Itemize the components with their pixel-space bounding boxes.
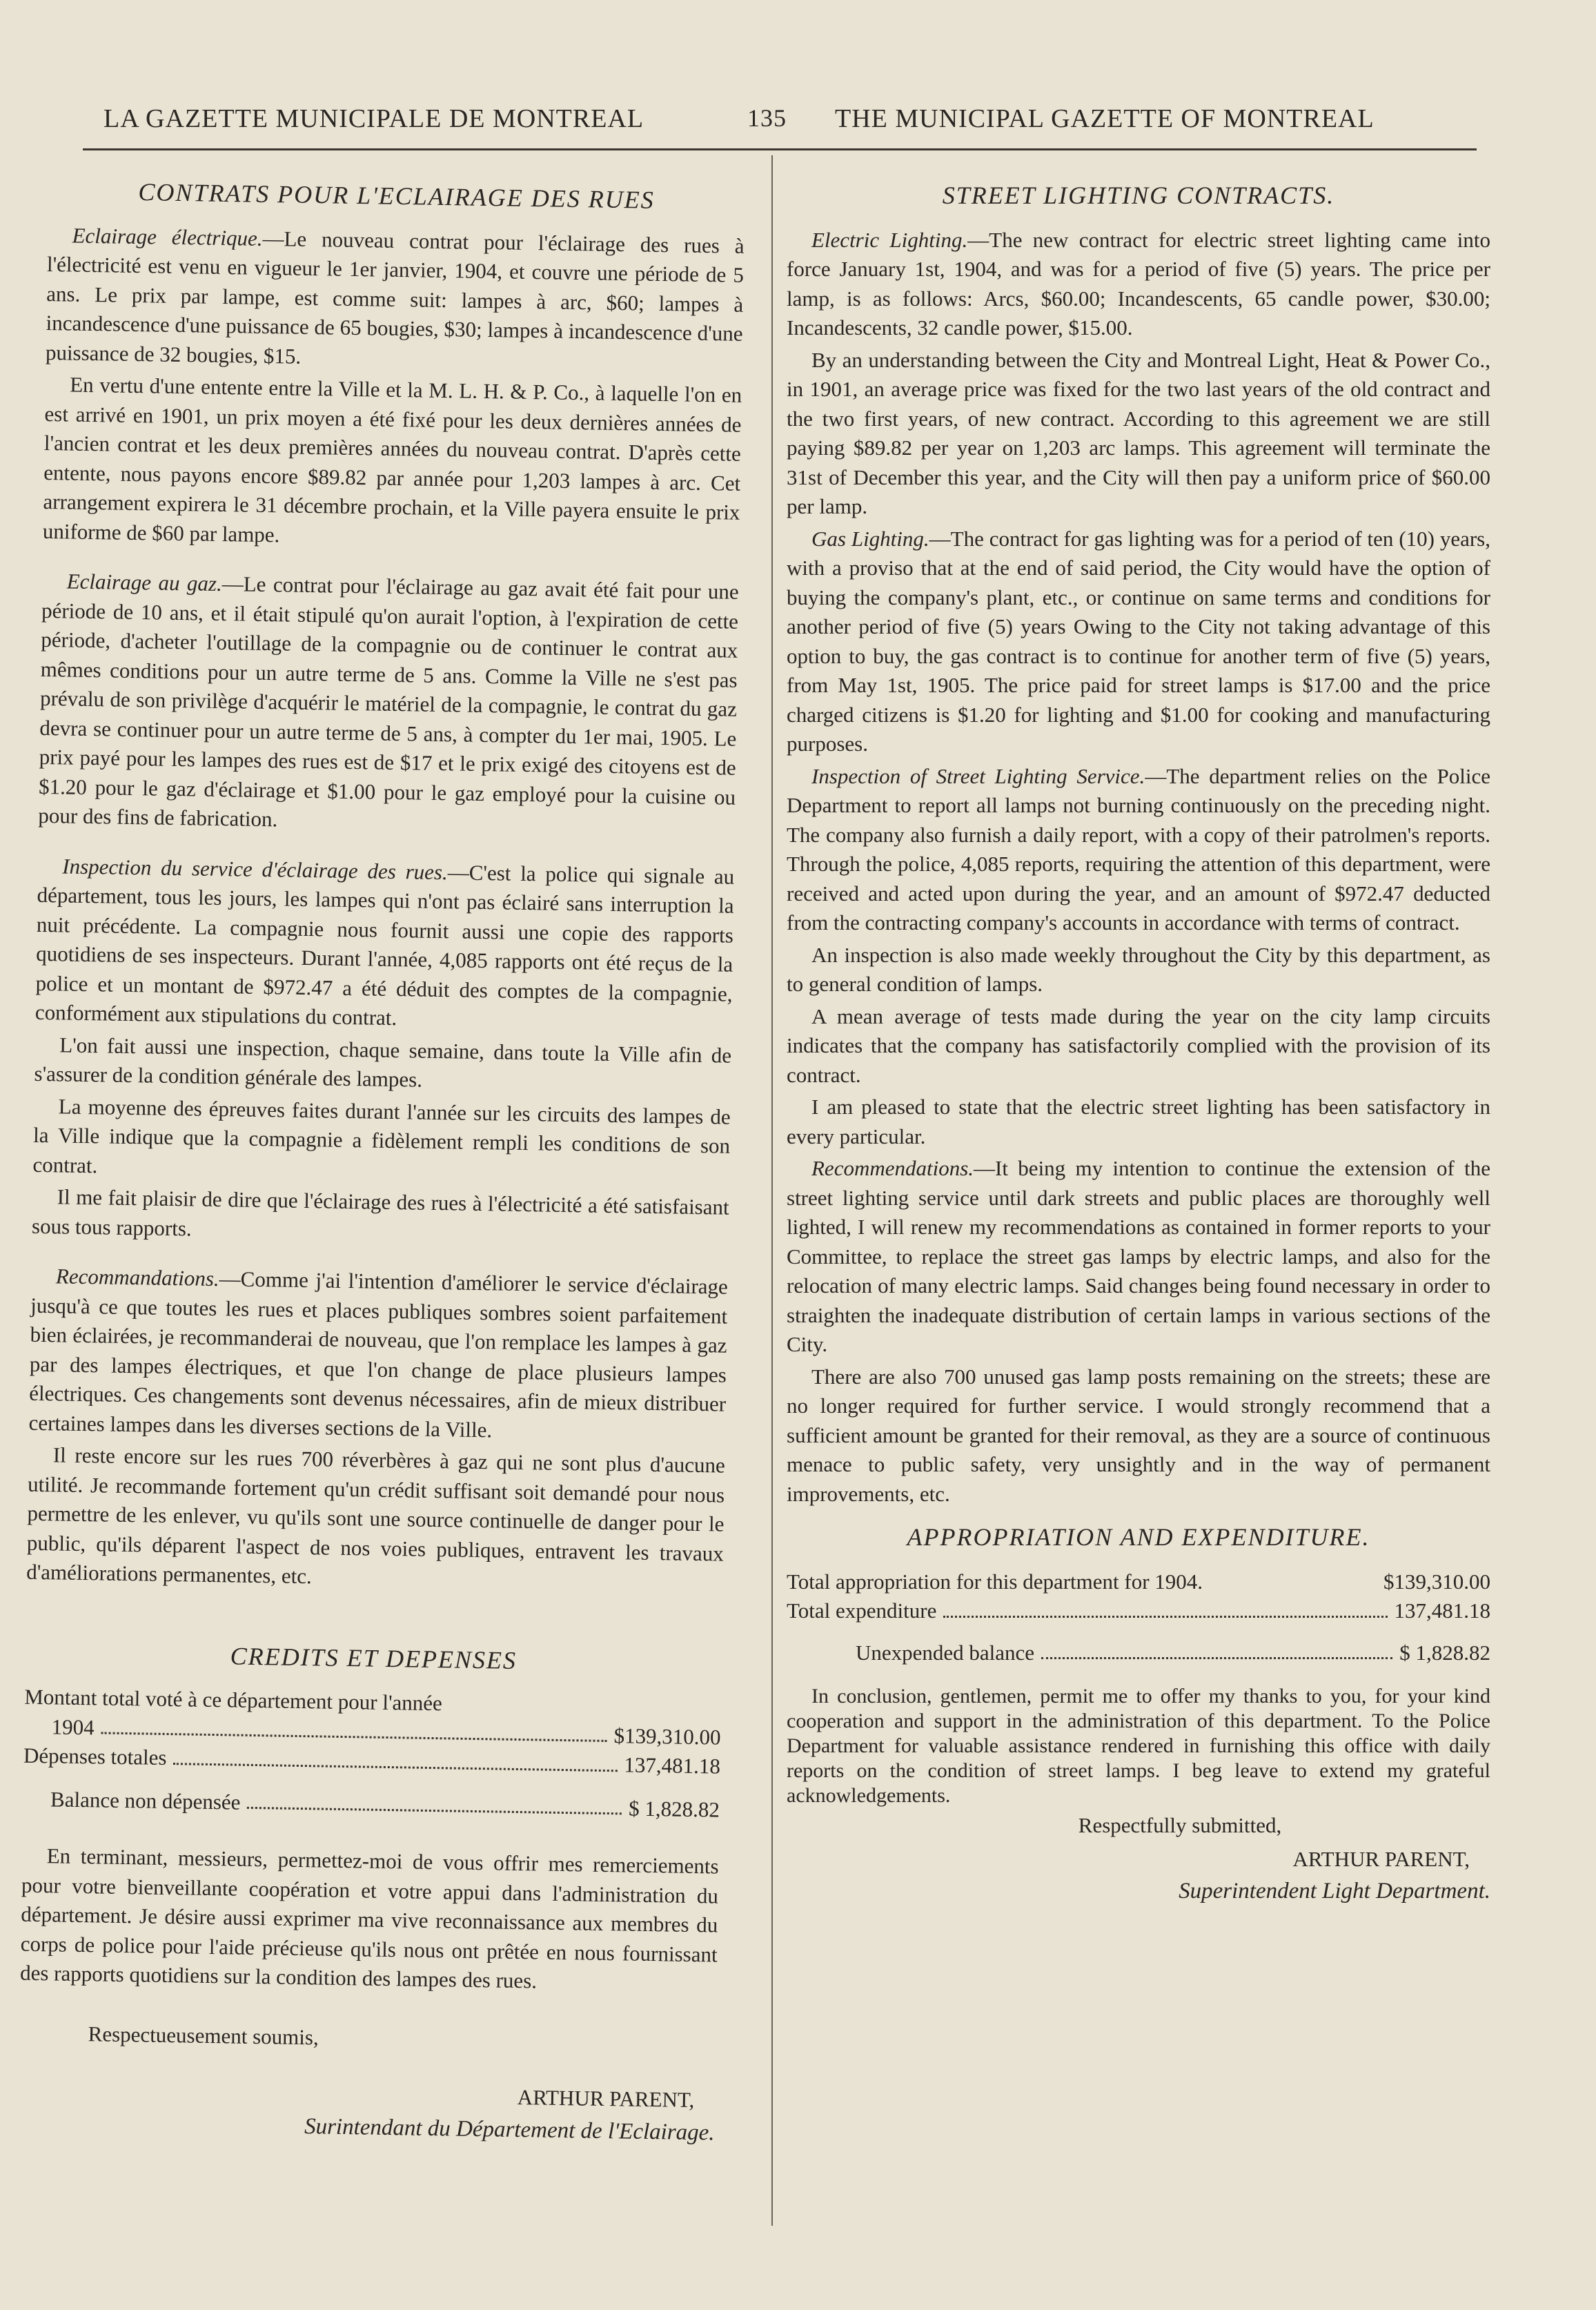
english-budget-label-2: Total expenditure [787, 1598, 937, 1623]
english-gas-body: —The contract for gas lighting was for a period of ten (10) years, with a proviso that at the end of said period, the City would have the option of buying the company's plant, etc., or continue on same terms and conditions for another period of five (5) years Owing to the City not taking advantage of this option to buy, the gas contract is to continue for another term of five (5) years, from May 1st, 1905. The price paid for street lamps is $17.00 and the price charged citizens is $1.20 for lighting and $1.00 for cooking and manufacturing purposes. [787, 526, 1490, 756]
header-right-title: THE MUNICIPAL GAZETTE OF MONTREAL [835, 104, 1375, 133]
english-budget-row-3 [787, 1638, 1490, 1668]
english-closing: In conclusion, gentlemen, permit me to offer my thanks to you, for your kind cooperation and support in the administration of this department. To the Police Department for valuable assistance rendered in furnishing this office with daily reports on the condition of street lamps. I beg leave to extend my grateful acknowledgements. [787, 1685, 1490, 1807]
english-budget-label-1: Total appropriation for this department for 1904. [787, 1569, 1203, 1594]
english-paragraph-posts: There are also 700 unused gas lamp posts remaining on the streets; these are no longer required for further service. I would strongly recommend that a sufficient amount be granted for their removal, as they are a source of continuous menace to public safety, very unsightly and in the way of permanent improvements, etc. [787, 1364, 1490, 1506]
french-budget-label-1b: 1904 [51, 1714, 95, 1739]
english-paragraph-satisfaction: I am pleased to state that the electric street lighting has been satisfactory in every particular. [787, 1095, 1490, 1148]
english-recommendations-heading: Recommendations. [811, 1156, 974, 1180]
french-budget-label-1a: Montant total voté à ce département pour l'année [24, 1684, 443, 1716]
french-paragraph-inspection [35, 851, 735, 1038]
english-signature-title: Superintendent Light Department. [1179, 1879, 1490, 1903]
english-budget-label-3: Unexpended balance [856, 1640, 1035, 1665]
column-divider [771, 155, 773, 2226]
french-paragraph-satisfaction: Il me fait plaisir de dire que l'éclairage des rues à l'électricité a été satisfaisant sous tous rapports. [31, 1184, 729, 1240]
french-electric-body: —Le nouveau contrat pour l'éclairage des rues à l'électricité est venu en vigueur le 1er janvier, 1904, et couvre une période de 5 ans. Le prix par lampe, est comme suit: lampes à arc, $60; lampes à incandescence d'une puissance de 65 bougies, $30; lampes à incandescence d'une puissance de 32 bougies, $15. [45, 226, 745, 369]
english-budget-row-1 [787, 1567, 1490, 1597]
english-electric-body: —The new contract for electric street lighting came into force January 1st, 1904, and was for a period of five (5) years. The price per lamp, is as follows: Arcs, $60.00; Incandescents, 65 candle power, $30.00; Incandescents, 32 candle power, $15.00. [787, 227, 1490, 340]
english-paragraph-agreement: By an understanding between the City and Montreal Light, Heat & Power Co., in 1901, an average price was fixed for the two last years of the old contract and the two first years, of new contract. According to this agreement we are still paying $89.82 per year on 1,203 arc lamps. This agreement will terminate the 31st of December this year, and the City will then pay a uniform price of $60.00 per lamp. [787, 347, 1490, 518]
french-budget-amount-1: $139,310.00 [613, 1723, 721, 1750]
french-title: CONTRATS POUR L'ECLAIRAGE DES RUES [138, 178, 656, 214]
header-left-title: LA GAZETTE MUNICIPALE DE MONTREAL [104, 104, 644, 133]
french-budget-amount-2: 137,481.18 [624, 1752, 721, 1779]
french-gas-body: —Le contrat pour l'éclairage au gaz avait été fait pour une période de 10 ans, et il était stipulé qu'on aurait l'option, à l'expiration de cette période, d'acheter l'outillage de la compagnie ou de continuer le contrat aux mêmes conditions pour un autre terme de 5 ans. Comme la Ville ne s'est pas prévalu de son privilège d'acquérir le matériel de la compagnie, le contrat du gaz devra se continuer pour un autre terme de 5 ans, à compter du 1er mai, 1905. Le prix payé pour les lampes des rues est de $17 et le prix exigé des citoyens est de $1.20 pour le gaz d'éclairage et $1.00 pour le gaz employé pour la cuisine ou pour des fins de fabrication. [38, 571, 739, 832]
french-signature: ARTHUR PARENT, [517, 2085, 695, 2113]
french-budget-label-3: Balance non dépensée [50, 1786, 241, 1814]
french-recommendations-body: —Comme j'ai l'intention d'améliorer le service d'éclairage jusqu'à ce que toutes les rues et places publiques sombres soient parfaitement bien éclairées, je recommanderai de nouveau, que l'on remplace les lampes à gaz par des lampes électriques, et que l'on change de place plusieurs lampes électriques. Ces changements sont devenus nécessaires, afin de mieux distribuer certaines lampes dans les diverses sections de la Ville. [28, 1266, 729, 1442]
french-paragraph-weekly: L'on fait aussi une inspection, chaque semaine, dans toute la Ville afin de s'assurer de la condition générale des lampes. [34, 1032, 732, 1092]
english-paragraph-inspection [787, 762, 1490, 938]
english-paragraph-weekly: An inspection is also made weekly throughout the City by this department, as to general condition of lamps. [787, 942, 1490, 996]
english-recommendations-body: —It being my intention to continue the extension of the street lighting service until dark streets and public places are thoroughly well lighted, I will renew my recommendations as contained in former reports to your Committee, to replace the street gas lamps by electric lamps, and also for the relocation of many electric lamps. Said changes being found necessary in order to straighten the inadequate distribution of certain lamps in various sections of the City. [787, 1156, 1490, 1356]
french-paragraph-agreement: En vertu d'une entente entre la Ville et la M. L. H. & P. Co., à laquelle l'on en est arrivé en 1901, un prix moyen a été fixé pour les deux dernières années de l'ancien contrat et les deux premières années du nouveau contrat. D'après cette entente, nous payons encore $89.82 par année pour 1,203 lampes à arc. Cet arrangement expirera le 31 décembre prochain, et la Ville payera ensuite le prix uniforme de $60 par lampe. [42, 372, 742, 547]
page-number: 135 [747, 104, 787, 132]
english-budget-title: APPROPRIATION AND EXPENDITURE. [907, 1523, 1370, 1551]
english-budget-amount-3: $ 1,828.82 [1399, 1640, 1490, 1665]
english-paragraph-recommendations [787, 1154, 1490, 1360]
french-closing: En terminant, messieurs, permettez-moi de vous offrir mes remerciements pour votre bienveillante coopération et votre appui dans l'administration du département. Je désire aussi exprimer ma vive reconnaissance aux membres du corps de police pour l'aide précieuse qu'ils nous ont prêtée en nous fournissant des rapports quotidiens sur la condition des lampes des rues. [19, 1843, 719, 1993]
french-column [17, 176, 745, 2148]
french-inspection-body: —C'est la police qui signale au département, tous les jours, les lampes qui n'ont pas éclairé sans interruption la nuit précédente. La compagnie nous fournit aussi une copie des rapports quotidiens de ses inspecteurs. Durant l'année, 4,085 rapports ont été reçus de la police et un montant de $972.47 a été déduit des comptes de la compagnie, conformément aux stipulations du contrat. [35, 859, 735, 1030]
header-rule [83, 148, 1477, 150]
english-column [787, 181, 1490, 1906]
english-signature: ARTHUR PARENT, [1292, 1846, 1470, 1871]
french-gas-heading: Eclairage au gaz. [66, 569, 223, 596]
french-budget-label-2: Dépenses totales [23, 1743, 167, 1770]
french-paragraph-posts: Il reste encore sur les rues 700 réverbères à gaz qui ne sont plus d'aucune utilité. Je recommande fortement qu'un crédit suffisant soit demandé pour nous permettre de les enlever, vu qu'ils sont une source continuelle de danger pour le public, qu'ils déparent l'aspect de nos voies publiques, entravent les travaux d'améliorations permanentes, etc. [26, 1442, 726, 1589]
french-respect: Respectueusement soumis, [88, 2021, 319, 2049]
french-electric-heading: Eclairage électrique. [72, 223, 263, 251]
english-paragraph-tests: A mean average of tests made during the year on the city lamp circuits indicates that the company has satisfactorily complied with the provision of its contract. [787, 1004, 1490, 1087]
english-budget-amount-2: 137,481.18 [1394, 1598, 1490, 1623]
french-recommendations-heading: Recommandations. [55, 1264, 219, 1291]
french-signature-title: Surintendant du Département de l'Eclairage. [304, 2113, 715, 2146]
french-inspection-heading: Inspection du service d'éclairage des rues. [62, 853, 449, 884]
french-paragraph-electric [46, 220, 745, 378]
french-paragraph-gas [38, 567, 739, 841]
english-paragraph-electric [787, 226, 1490, 343]
english-gas-heading: Gas Lighting. [811, 526, 929, 551]
english-electric-heading: Electric Lighting. [811, 227, 968, 252]
french-budget-amount-3: $ 1,828.82 [628, 1796, 720, 1822]
english-title: STREET LIGHTING CONTRACTS. [942, 182, 1335, 209]
french-budget-title: CREDITS ET DEPENSES [230, 1641, 518, 1674]
english-inspection-body: —The department relies on the Police Department to report all lamps not burning continuously on the preceding night. The company also furnish a daily report, with a copy of their patrolmen's reports. Through the police, 4,085 reports, requiring the attention of this department, were received and acted upon during the year, and an amount of $972.47 deducted from the contracting company's accounts in accordance with terms of contract. [787, 763, 1491, 934]
english-inspection-heading: Inspection of Street Lighting Service. [811, 763, 1145, 788]
french-paragraph-tests: La moyenne des épreuves faites durant l'année sur les circuits des lampes de la Ville indique que la compagnie a fidèlement rempli les conditions de son contrat. [32, 1093, 731, 1177]
english-budget-amount-1: $139,310.00 [1383, 1569, 1490, 1594]
english-respect: Respectfully submitted, [1078, 1813, 1282, 1837]
french-paragraph-recommendations [28, 1262, 728, 1449]
english-budget-row-2 [787, 1596, 1490, 1626]
english-paragraph-gas [787, 525, 1490, 759]
